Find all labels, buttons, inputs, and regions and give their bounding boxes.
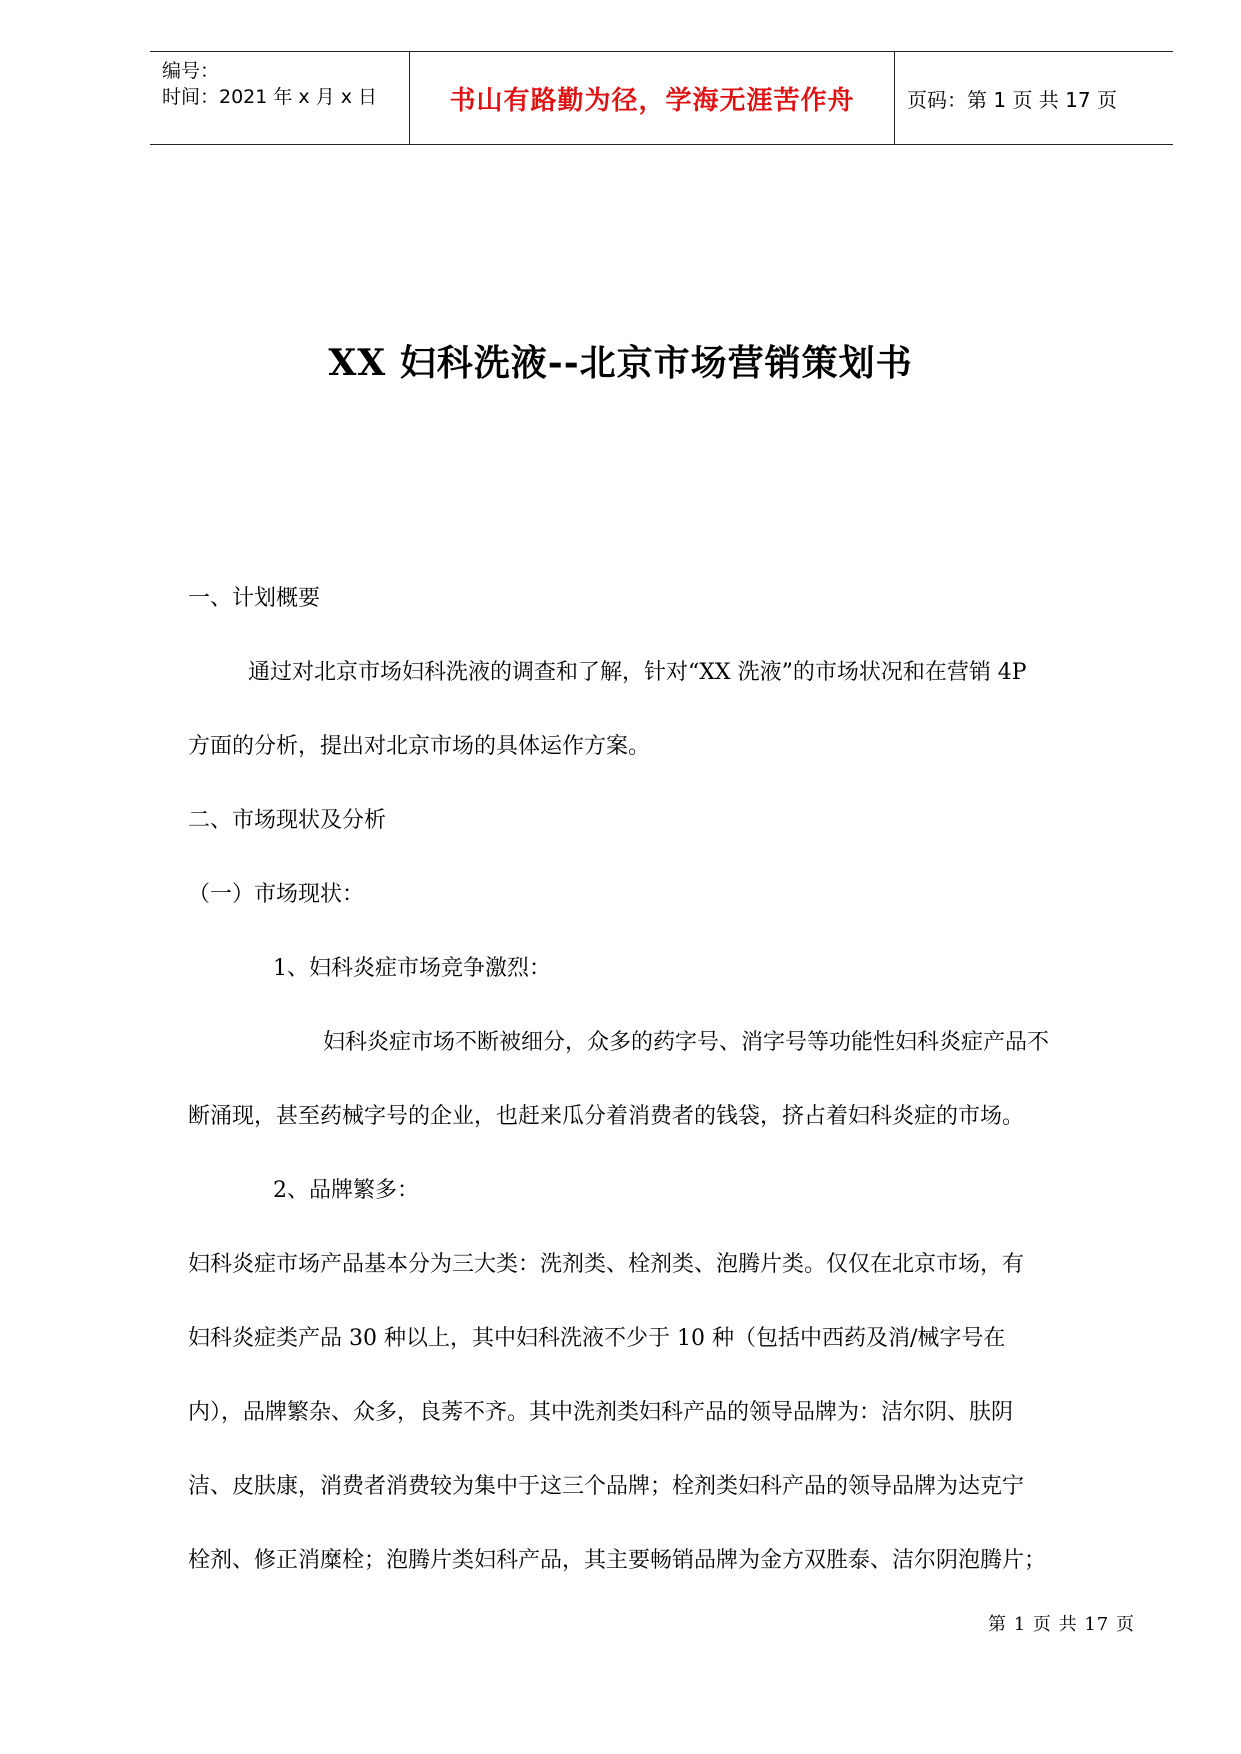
time-label: 时间：2021 年 x 月 x 日 <box>162 86 378 108</box>
section-heading: 一、计划概要 <box>188 586 321 611</box>
document-body <box>188 562 1148 1598</box>
paragraph-line: 通过对北京市场妇科洗液的调查和了解，针对“XX 洗液”的市场状况和在营销 4P <box>248 660 1027 685</box>
page-header <box>150 51 1173 145</box>
section-heading: 二、市场现状及分析 <box>188 808 387 833</box>
item-heading: 2、品牌繁多： <box>273 1178 419 1203</box>
paragraph-line: 妇科炎症市场不断被细分，众多的药字号、消字号等功能性妇科炎症产品不 <box>323 1030 1050 1055</box>
header-motto: 书山有路勤为径，学海无涯苦作舟 <box>410 52 895 144</box>
paragraph-line: 断涌现，甚至药械字号的企业，也赶来瓜分着消费者的钱袋，挤占着妇科炎症的市场。 <box>188 1104 1025 1129</box>
paragraph-line: 方面的分析，提出对北京市场的具体运作方案。 <box>188 734 651 759</box>
paragraph-line: 栓剂、修正消糜栓；泡腾片类妇科产品，其主要畅销品牌为金方双胜泰、洁尔阴泡腾片； <box>188 1548 1047 1573</box>
item-heading: 1、妇科炎症市场竞争激烈： <box>273 956 551 981</box>
subsection-heading: （一）市场现状： <box>188 882 365 907</box>
paragraph-line: 内），品牌繁杂、众多，良莠不齐。其中洗剂类妇科产品的领导品牌为：洁尔阴、肤阴 <box>188 1400 1014 1425</box>
paragraph-line: 妇科炎症类产品 30 种以上，其中妇科洗液不少于 10 种（包括中西药及消/械字号在 <box>188 1326 1006 1351</box>
document-title: XX 妇科洗液--北京市场营销策划书 <box>328 342 913 384</box>
paragraph-line: 洁、皮肤康，消费者消费较为集中于这三个品牌；栓剂类妇科产品的领导品牌为达克宁 <box>188 1474 1025 1499</box>
header-meta <box>150 52 410 144</box>
header-page-info: 页码：第 1 页 共 17 页 <box>907 87 1117 112</box>
number-label: 编号： <box>162 60 220 82</box>
paragraph-line: 妇科炎症市场产品基本分为三大类：洗剂类、栓剂类、泡腾片类。仅仅在北京市场，有 <box>188 1252 1025 1277</box>
page-footer: 第 1 页 共 17 页 <box>988 1614 1135 1635</box>
